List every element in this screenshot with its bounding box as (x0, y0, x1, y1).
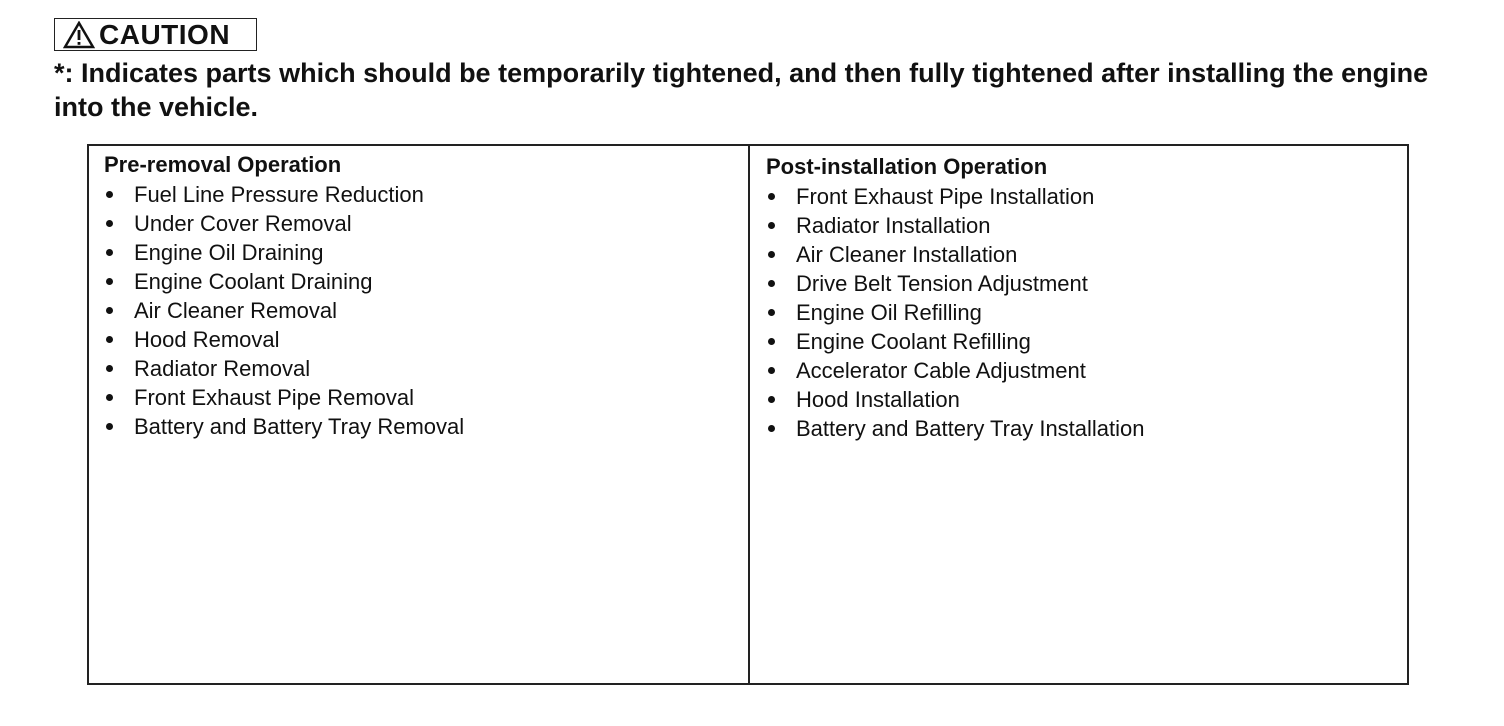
pre-removal-list (104, 180, 748, 441)
list-item-label: Drive Belt Tension Adjustment (796, 271, 1088, 296)
list-item-label: Front Exhaust Pipe Removal (134, 385, 415, 410)
list-item (766, 385, 1407, 414)
warning-triangle-icon (63, 21, 95, 49)
list-item (766, 356, 1407, 385)
list-item (766, 327, 1407, 356)
list-item (766, 182, 1407, 211)
bullet-icon (768, 222, 775, 229)
bullet-icon (768, 396, 775, 403)
list-item (104, 412, 748, 441)
list-item-label: Hood Installation (796, 387, 960, 412)
list-item-label: Air Cleaner Installation (796, 242, 1018, 267)
list-item-label: Radiator Removal (134, 356, 311, 381)
caution-note: *: Indicates parts which should be temporarily tightened, and then fully tightened after installing the engine into the vehicle. (54, 58, 1429, 122)
bullet-icon (768, 367, 775, 374)
caution-title: CAUTION (99, 18, 231, 50)
bullet-icon (106, 307, 113, 314)
list-item-label: Fuel Line Pressure Reduction (134, 182, 424, 207)
list-item (766, 414, 1407, 443)
post-installation-heading: Post-installation Operation (766, 154, 1048, 179)
post-installation-list (766, 182, 1407, 443)
bullet-icon (106, 220, 113, 227)
pre-removal-heading: Pre-removal Operation (104, 152, 342, 177)
bullet-icon (106, 394, 113, 401)
bullet-icon (106, 365, 113, 372)
bullet-icon (768, 251, 775, 258)
bullet-icon (106, 336, 113, 343)
bullet-icon (106, 278, 113, 285)
list-item (104, 383, 748, 412)
list-item-label: Battery and Battery Tray Installation (796, 416, 1145, 441)
list-item (766, 211, 1407, 240)
list-item (766, 269, 1407, 298)
list-item-label: Engine Oil Draining (134, 240, 324, 265)
post-installation-column (750, 146, 1407, 683)
bullet-icon (768, 193, 775, 200)
bullet-icon (768, 309, 775, 316)
list-item-label: Front Exhaust Pipe Installation (796, 184, 1095, 209)
list-item (104, 209, 748, 238)
bullet-icon (106, 249, 113, 256)
list-item (104, 238, 748, 267)
bullet-icon (768, 425, 775, 432)
list-item-label: Engine Coolant Refilling (796, 329, 1031, 354)
list-item-label: Radiator Installation (796, 213, 991, 238)
list-item (104, 267, 748, 296)
list-item (104, 180, 748, 209)
list-item (766, 298, 1407, 327)
list-item-label: Air Cleaner Removal (134, 298, 337, 323)
bullet-icon (768, 280, 775, 287)
list-item (766, 240, 1407, 269)
list-item-label: Engine Coolant Draining (134, 269, 373, 294)
caution-label (54, 18, 257, 51)
pre-removal-column (89, 146, 750, 683)
list-item (104, 296, 748, 325)
list-item-label: Under Cover Removal (134, 211, 352, 236)
list-item (104, 325, 748, 354)
bullet-icon (106, 423, 113, 430)
operations-table (87, 144, 1409, 685)
list-item-label: Hood Removal (134, 327, 280, 352)
bullet-icon (106, 191, 113, 198)
bullet-icon (768, 338, 775, 345)
list-item (104, 354, 748, 383)
list-item-label: Battery and Battery Tray Removal (134, 414, 465, 439)
list-item-label: Accelerator Cable Adjustment (796, 358, 1086, 383)
list-item-label: Engine Oil Refilling (796, 300, 982, 325)
